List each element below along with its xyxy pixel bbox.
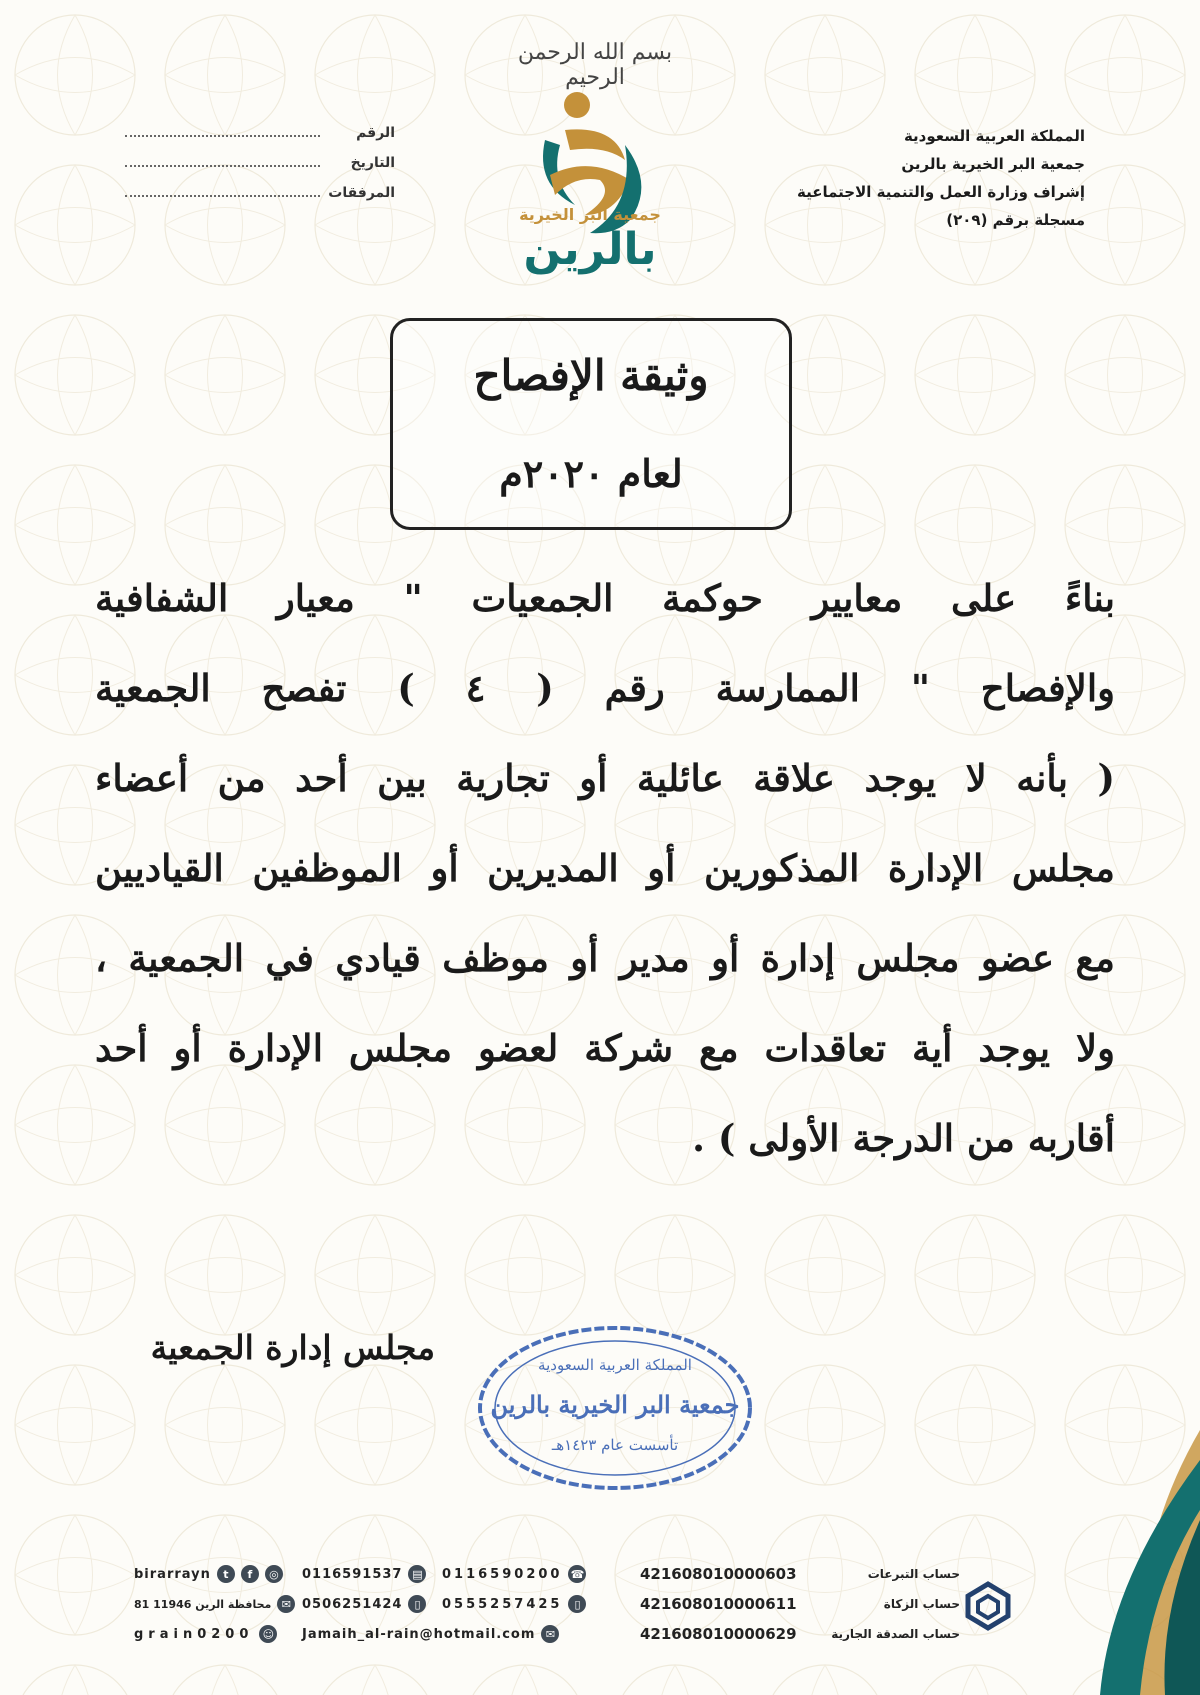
address-text: 81 محافظة الرين 11946 xyxy=(134,1597,272,1611)
stamp-kingdom: المملكة العربية السعودية xyxy=(538,1356,692,1374)
bank-label: حساب الزكاة xyxy=(883,1597,960,1611)
meta-attachments-row xyxy=(125,178,395,208)
body-line: مجلس الإدارة المذكورين أو المديرين أو الموظفين القياديين xyxy=(95,846,1115,890)
bank-row xyxy=(640,1625,960,1643)
meta-number-row xyxy=(125,118,395,148)
social-handle: birarrayn xyxy=(134,1566,211,1582)
snapchat-icon[interactable]: ☺ xyxy=(259,1625,277,1643)
bismillah-calligraphy: بسم الله الرحمن الرحيم xyxy=(517,40,673,90)
phone-icon: ☎ xyxy=(568,1565,586,1583)
document-title: وثيقة الإفصاح xyxy=(473,351,709,400)
bank-label: حساب الصدقة الجارية xyxy=(831,1627,960,1641)
body-line: والإفصاح " الممارسة رقم ( ٤ ) تفصح الجمعية xyxy=(95,666,1115,710)
body-line: أقاربه من الدرجة الأولى ) . xyxy=(692,1116,1115,1160)
stamp-text xyxy=(470,1318,760,1498)
letterhead-org-info xyxy=(725,122,1085,234)
stamp-founded: تأسست عام ١٤٢٣هـ xyxy=(551,1436,679,1454)
disclosure-body xyxy=(95,568,1115,1198)
instagram-icon[interactable]: ◎ xyxy=(265,1565,283,1583)
document-year: لعام ٢٠٢٠م xyxy=(499,451,683,496)
email-text[interactable]: Jamaih_al-rain@hotmail.com xyxy=(302,1626,536,1642)
snapchat-text: grain0200 xyxy=(134,1626,254,1642)
email-icon: ✉ xyxy=(541,1625,559,1643)
letter-meta xyxy=(125,118,395,208)
signature-board: مجلس إدارة الجمعية xyxy=(150,1328,435,1367)
body-line: مع عضو مجلس إدارة أو مدير أو موظف قيادي في الجمعية ، xyxy=(95,936,1115,980)
footer-email xyxy=(302,1625,559,1643)
bank-row xyxy=(640,1565,960,1583)
kingdom-name: المملكة العربية السعودية xyxy=(903,127,1085,145)
stamp-organization: جمعية البر الخيرية بالرين xyxy=(490,1390,740,1419)
bank-account: 421608010000629 xyxy=(640,1625,797,1643)
footer-phone1 xyxy=(302,1565,426,1583)
attachments-field xyxy=(125,195,320,197)
footer-mobile2 xyxy=(442,1595,586,1613)
logo-big-text: بالرين xyxy=(523,224,657,275)
number-label: الرقم xyxy=(356,125,395,141)
meta-date-row xyxy=(125,148,395,178)
mail-icon: ✉ xyxy=(277,1595,295,1613)
mobile-icon: ▯ xyxy=(568,1595,586,1613)
date-label: التاريخ xyxy=(350,155,395,171)
footer-address xyxy=(134,1595,295,1613)
footer-social xyxy=(134,1565,283,1583)
bank-account: 421608010000603 xyxy=(640,1565,797,1583)
mobile1-text: 0506251424 xyxy=(302,1596,403,1612)
fax-icon: ▤ xyxy=(408,1565,426,1583)
phone1-text: 0116591537 xyxy=(302,1566,403,1582)
bank-logo-icon xyxy=(962,1580,1014,1632)
footer xyxy=(0,1545,1200,1665)
date-field xyxy=(125,165,320,167)
mobile-icon: ▯ xyxy=(408,1595,426,1613)
title-box xyxy=(390,318,792,530)
facebook-icon[interactable]: f xyxy=(241,1565,259,1583)
footer-mobile1 xyxy=(302,1595,426,1613)
organization-name: جمعية البر الخيرية بالرين xyxy=(901,155,1085,173)
attachments-label: المرفقات xyxy=(328,185,395,201)
registration-number: مسجلة برقم (٢٠٩) xyxy=(946,211,1085,229)
bank-account: 421608010000611 xyxy=(640,1595,797,1613)
bank-label: حساب التبرعات xyxy=(867,1567,960,1581)
twitter-icon[interactable]: t xyxy=(217,1565,235,1583)
number-field xyxy=(125,135,320,137)
bank-row xyxy=(640,1595,960,1613)
phone2-text: 0116590200 xyxy=(442,1566,563,1582)
body-line: ( بأنه لا يوجد علاقة عائلية أو تجارية بين أحد من أعضاء xyxy=(95,756,1115,800)
body-line: بناءً على معايير حوكمة الجمعيات " معيار الشفافية xyxy=(95,576,1115,620)
footer-snapchat xyxy=(134,1625,277,1643)
body-line: ولا يوجد أية تعاقدات مع شركة لعضو مجلس الإدارة أو أحد xyxy=(95,1026,1115,1070)
footer-phone2 xyxy=(442,1565,586,1583)
mobile2-text: 0555257425 xyxy=(442,1596,563,1612)
logo-small-text: جمعية البر الخيرية xyxy=(519,205,661,224)
supervision-line: إشراف وزارة العمل والتنمية الاجتماعية xyxy=(797,183,1085,201)
